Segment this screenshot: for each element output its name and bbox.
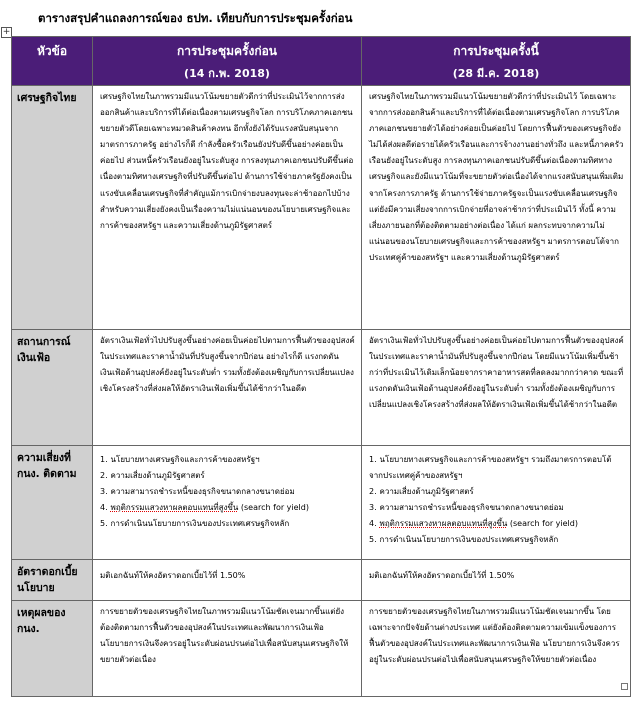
list-item: 1. นโยบายทางเศรษฐกิจและการค้าของสหรัฐฯ รวมถึงมาตรการตอบโต้จากประเทศคู่ค้าของสหรัฐฯ [369,455,612,481]
current-economy-text: เศรษฐกิจไทยในภาพรวมมีแนวโน้มขยายตัวดีกว่าที่ประเมินไว้ โดยเฉพาะจากการส่งออกสินค้าและบริการที่ได้ต่อเนื่องตามเศรษฐกิจโลก การบริโภคภาคเอกชนขยายตัวได้อย่างค่อยเป็นค่อยไป โดยการฟื้นตัวของเศรษฐกิจยังไม่ได้ส่งผลดีต่อรายได้ครัวเรือนและการจ้างงานอย่างทั่วถึง และหนี้ภาคครัวเรือนยังอยู่ในระดับสูง การลงทุนภาคเอกชนปรับดีขึ้นต่อเนื่องตามทิศทางเศรษฐกิจและยังมีแนวโน้มที่จะขยายตัวต่อเนื่องได้จากแรงสนับสนุนเพิ่มเติมจากโครงการภาครัฐ ด้านการใช้จ่ายภาครัฐจะเป็นแรงขับเคลื่อนเศรษฐกิจแต่ยังมีความเสี่ยงจากการเบิกจ่ายที่อาจล่าช้ากว่าที่ประเมินไว้ ทั้งนี้ ความเสี่ยงภายนอกที่ต้องติดตามอย่างต่อเนื่อง ได้แก่ ผลกระทบจากความไม่แน่นอนของนโยบายเศรษฐกิจและการค้าของสหรัฐฯ มาตรการตอบโต้จากประเทศคู่ค้าของสหรัฐฯ และความเสี่ยงด้านภูมิรัฐศาสตร์ [362,86,631,330]
table-row-inflation [12,330,631,446]
list-item: 4. พฤติกรรมแสวงหาผลตอบแทนที่สูงขึ้น (search for yield) [100,503,309,513]
topic-inflation: สถานการณ์เงินเฟ้อ [12,330,93,446]
list-item: 4. พฤติกรรมแสวงหาผลตอบแทนที่สูงขึ้น (search for yield) [369,519,578,529]
previous-rate-text: มติเอกฉันท์ให้คงอัตราดอกเบี้ยไว้ที่ 1.50% [93,560,362,601]
header-topic-label: หัวข้อ [36,44,68,58]
list-item: 2. ความเสี่ยงด้านภูมิรัฐศาสตร์ [369,487,474,497]
list-item: 5. การดำเนินนโยบายการเงินของประเทศเศรษฐกิจหลัก [369,535,559,545]
list-item: 2. ความเสี่ยงด้านภูมิรัฐศาสตร์ [100,471,205,481]
header-previous-meeting [93,37,362,86]
header-previous-title: การประชุมครั้งก่อน [176,44,278,58]
current-rate-text: มติเอกฉันท์ให้คงอัตราดอกเบี้ยไว้ที่ 1.50% [362,560,631,601]
table-header-row [12,37,631,86]
table-resize-handle[interactable] [621,683,628,690]
document-title: ตารางสรุปคำแถลงการณ์ของ ธปท. เทียบกับการประชุมครั้งก่อน [38,11,353,25]
topic-reason: เหตุผลของ กนง. [12,601,93,697]
table-move-handle-icon[interactable]: + [2,27,11,37]
comparison-table [11,36,631,697]
list-item: 3. ความสามารถชำระหนี้ของธุรกิจขนาดกลางขนาดย่อม [100,487,295,497]
current-risks-list [362,446,631,560]
header-previous-date: (14 ก.พ. 2018) [184,67,270,80]
topic-economy: เศรษฐกิจไทย [12,86,93,330]
table-row-risks [12,446,631,560]
previous-risks-list [93,446,362,560]
header-current-title: การประชุมครั้งนี้ [453,44,539,58]
list-item: 5. การดำเนินนโยบายการเงินของประเทศเศรษฐกิจหลัก [100,519,290,529]
list-item: 3. ความสามารถชำระหนี้ของธุรกิจขนาดกลางขนาดย่อม [369,503,564,513]
header-topic [12,37,93,86]
table-row-policy-rate [12,560,631,601]
previous-economy-text: เศรษฐกิจไทยในภาพรวมมีแนวโน้มขยายตัวดีกว่าที่ประเมินไว้จากการส่งออกสินค้าและบริการที่ได้ต่อเนื่องตามเศรษฐกิจโลก การบริโภคภาคเอกชนขยายตัวดีโดยเฉพาะหมวดสินค้าคงทน อีกทั้งยังได้รับแรงสนับสนุนจากมาตรการภาครัฐ อย่างไรก็ดี กำลังซื้อครัวเรือนยังปรับดีขึ้นอย่างค่อยเป็นค่อยไป ส่วนหนี้ครัวเรือนยังอยู่ในระดับสูง การลงทุนภาคเอกชนปรับดีขึ้นต่อเนื่องตามทิศทางเศรษฐกิจที่ปรับดีขึ้นต่อไป ด้านการใช้จ่ายภาครัฐยังคงเป็นแรงขับเคลื่อนเศรษฐกิจที่สำคัญแม้การเบิกจ่ายงบลงทุนจะล่าช้าออกไปบ้าง สำหรับความเสี่ยงยังคงเป็นเรื่องความไม่แน่นอนของนโยบายเศรษฐกิจและการค้าของสหรัฐฯ และความเสี่ยงด้านภูมิรัฐศาสตร์ [93,86,362,330]
previous-reason-text: การขยายตัวของเศรษฐกิจไทยในภาพรวมมีแนวโน้มชัดเจนมากขึ้นแต่ยังต้องติดตามการฟื้นตัวของอุปสงค์ในประเทศและพัฒนาการเงินเฟ้อ นโยบายการเงินจึงควรอยู่ในระดับผ่อนปรนต่อไปเพื่อสนับสนุนเศรษฐกิจให้ขยายตัวต่อเนื่อง [93,601,362,697]
current-reason-text: การขยายตัวของเศรษฐกิจไทยในภาพรวมมีแนวโน้มชัดเจนมากขึ้น โดยเฉพาะจากปัจจัยด้านต่างประเทศ แต่ยังต้องติดตามความเข้มแข็งของการฟื้นตัวของอุปสงค์ในประเทศและพัฒนาการเงินเฟ้อ นโยบายการเงินจึงควรอยู่ในระดับผ่อนปรนต่อไปเพื่อสนับสนุนเศรษฐกิจให้ขยายตัวต่อเนื่อง [362,601,631,697]
previous-inflation-text: อัตราเงินเฟ้อทั่วไปปรับสูงขึ้นอย่างค่อยเป็นค่อยไปตามการฟื้นตัวของอุปสงค์ในประเทศและราคาน้ำมันที่ปรับสูงขึ้นจากปีก่อน อย่างไรก็ดี แรงกดดันเงินเฟ้อด้านอุปสงค์ยังอยู่ในระดับต่ำ รวมทั้งยังต้องเผชิญกับการเปลี่ยนแปลงเชิงโครงสร้างที่ส่งผลให้อัตราเงินเฟ้อเพิ่มขึ้นได้ช้ากว่าในอดีต [93,330,362,446]
header-current-meeting [362,37,631,86]
table-row-reason [12,601,631,697]
header-current-date: (28 มี.ค. 2018) [452,67,540,80]
list-item: 1. นโยบายทางเศรษฐกิจและการค้าของสหรัฐฯ [100,455,260,464]
topic-risks: ความเสี่ยงที่ กนง. ติดตาม [12,446,93,560]
table-row-economy [12,86,631,330]
current-inflation-text: อัตราเงินเฟ้อทั่วไปปรับสูงขึ้นอย่างค่อยเป็นค่อยไปตามการฟื้นตัวของอุปสงค์ในประเทศและราคาน้ำมันที่ปรับสูงขึ้นจากปีก่อน โดยมีแนวโน้มเพิ่มขึ้นช้ากว่าที่ประเมินไว้เดิมเล็กน้อยจากราคาอาหารสดที่ลดลงมากกว่าคาด ขณะที่แรงกดดันเงินเฟ้อด้านอุปสงค์ยังอยู่ในระดับต่ำ รวมทั้งยังต้องเผชิญกับการเปลี่ยนแปลงเชิงโครงสร้างที่ส่งผลให้อัตราเงินเฟ้อเพิ่มขึ้นได้ช้ากว่าในอดีต [362,330,631,446]
topic-policy-rate: อัตราดอกเบี้ยนโยบาย [12,560,93,601]
